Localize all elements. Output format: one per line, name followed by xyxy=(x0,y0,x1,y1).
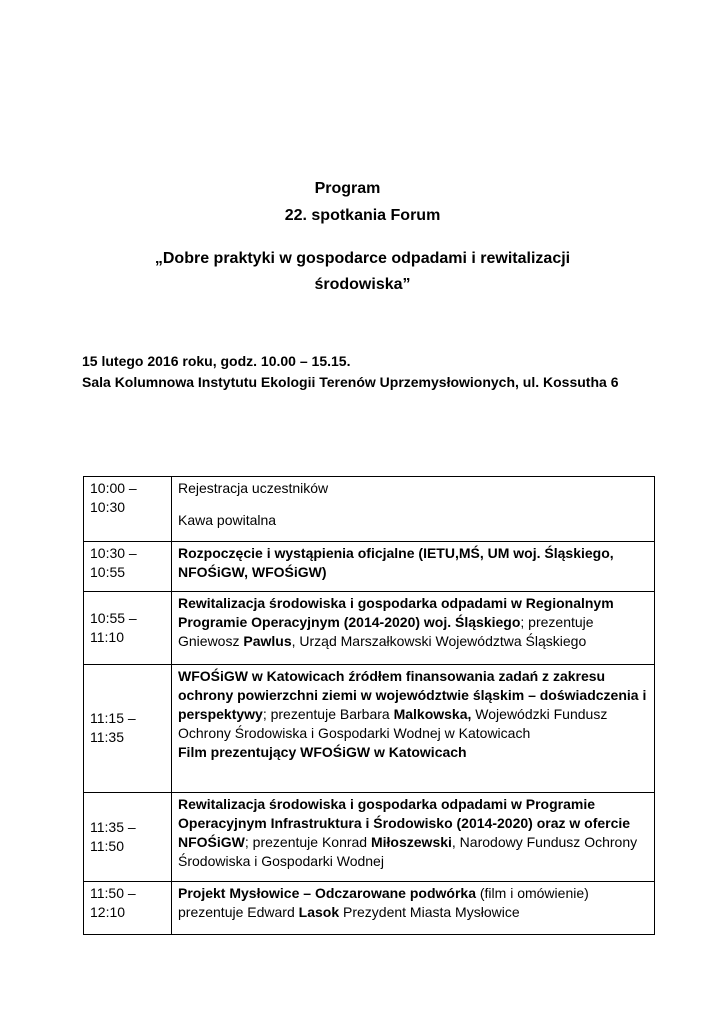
presenter-name: Pawlus xyxy=(243,633,292,649)
agenda-title: WFOŚiGW w Katowicach źródłem finansowania zadań z zakresu ochrony powierzchni ziemi w województwie śląskim – doświadczenia i perspektywy xyxy=(178,668,647,722)
agenda-title: Rewitalizacja środowiska i gospodarka odpadami w Programie Operacyjnym Infrastruktura i Środowisko (2014-2020) oraz w ofercie NFOŚiGW xyxy=(178,796,631,850)
film-item: Film prezentujący WFOŚiGW w Katowicach xyxy=(178,744,467,760)
separator: ; xyxy=(520,614,525,630)
time-start: 10:00 – xyxy=(90,480,137,496)
time-end: 12:10 xyxy=(90,904,126,920)
time-cell xyxy=(84,542,172,592)
time-end: 11:10 xyxy=(90,628,124,645)
table-row xyxy=(84,665,655,793)
agenda-cell xyxy=(172,793,655,882)
event-details xyxy=(82,351,618,393)
table-row xyxy=(84,542,655,592)
program-label: Program xyxy=(314,180,381,197)
agenda-cell xyxy=(172,665,655,793)
topic-title-line-2: środowiska” xyxy=(314,276,411,293)
table-row xyxy=(84,477,655,542)
presenter-prefix: ; prezentuje Konrad xyxy=(244,834,368,850)
presenter-name: Malkowska, xyxy=(393,706,472,722)
time-start: 11:50 – xyxy=(90,885,136,901)
time-start: 11:35 – xyxy=(90,818,136,835)
time-start: 10:55 – xyxy=(90,609,137,626)
agenda-cell xyxy=(172,542,655,592)
presenter-org: Prezydent Miasta Mysłowice xyxy=(339,904,520,920)
agenda-cell xyxy=(172,592,655,665)
time-end: 10:30 xyxy=(90,499,126,515)
presenter-first-name: Gniewosz xyxy=(178,633,240,649)
meeting-title: 22. spotkania Forum xyxy=(284,207,441,224)
time-cell xyxy=(84,477,172,542)
time-cell xyxy=(84,793,172,882)
agenda-title: Projekt Mysłowice – Odczarowane podwórka xyxy=(178,885,476,901)
presenter-org: , Narodowy Fundusz Ochrony Środowiska i Gospodarki Wodnej xyxy=(178,834,638,869)
topic-title xyxy=(30,246,695,298)
table-row xyxy=(84,793,655,882)
agenda-cell xyxy=(172,477,655,542)
program-table xyxy=(83,476,655,935)
presenter-prefix: prezentuje Edward xyxy=(178,904,295,920)
time-start: 11:15 – xyxy=(90,710,136,726)
agenda-cell xyxy=(172,882,655,935)
date-time: 15 lutego 2016 roku, godz. 10.00 – 15.15. xyxy=(82,353,351,369)
table-row xyxy=(84,592,655,665)
agenda-item: Rejestracja uczestników xyxy=(178,480,329,496)
location: Sala Kolumnowa Instytutu Ekologii Terenów Uprzemysłowionych, ul. Kossutha 6 xyxy=(82,374,619,390)
table-row xyxy=(84,882,655,935)
time-end: 10:55 xyxy=(90,564,126,580)
agenda-title: Rozpoczęcie i wystąpienia oficjalne (IETU,MŚ, UM woj. Śląskiego, NFOŚiGW, WFOŚiGW) xyxy=(178,545,614,580)
presenter-prefix: prezentuje xyxy=(524,614,594,630)
topic-title-line-1: „Dobre praktyki w gospodarce odpadami i rewitalizacji xyxy=(154,250,571,267)
agenda-item: Kawa powitalna xyxy=(178,512,277,528)
presenter-name: Miłoszewski xyxy=(370,834,452,850)
presenter-prefix: ; prezentuje Barbara xyxy=(262,706,390,722)
time-end: 11:35 xyxy=(90,729,124,745)
time-cell xyxy=(84,592,172,665)
agenda-note: (film i omówienie) xyxy=(475,885,589,901)
presenter-org: , Urząd Marszałkowski Województwa Śląskiego xyxy=(291,633,587,649)
presenter-org: Wojewódzki Fundusz Ochrony Środowiska i Gospodarki Wodnej w Katowicach xyxy=(178,706,608,741)
time-cell xyxy=(84,665,172,793)
agenda-title: Rewitalizacja środowiska i gospodarka odpadami w Regionalnym Programie Operacyjnym (2014-2020) woj. Śląskiego xyxy=(178,595,614,630)
time-cell xyxy=(84,882,172,935)
time-end: 11:50 xyxy=(90,837,124,854)
time-start: 10:30 – xyxy=(90,545,137,561)
presenter-name: Lasok xyxy=(298,904,340,920)
